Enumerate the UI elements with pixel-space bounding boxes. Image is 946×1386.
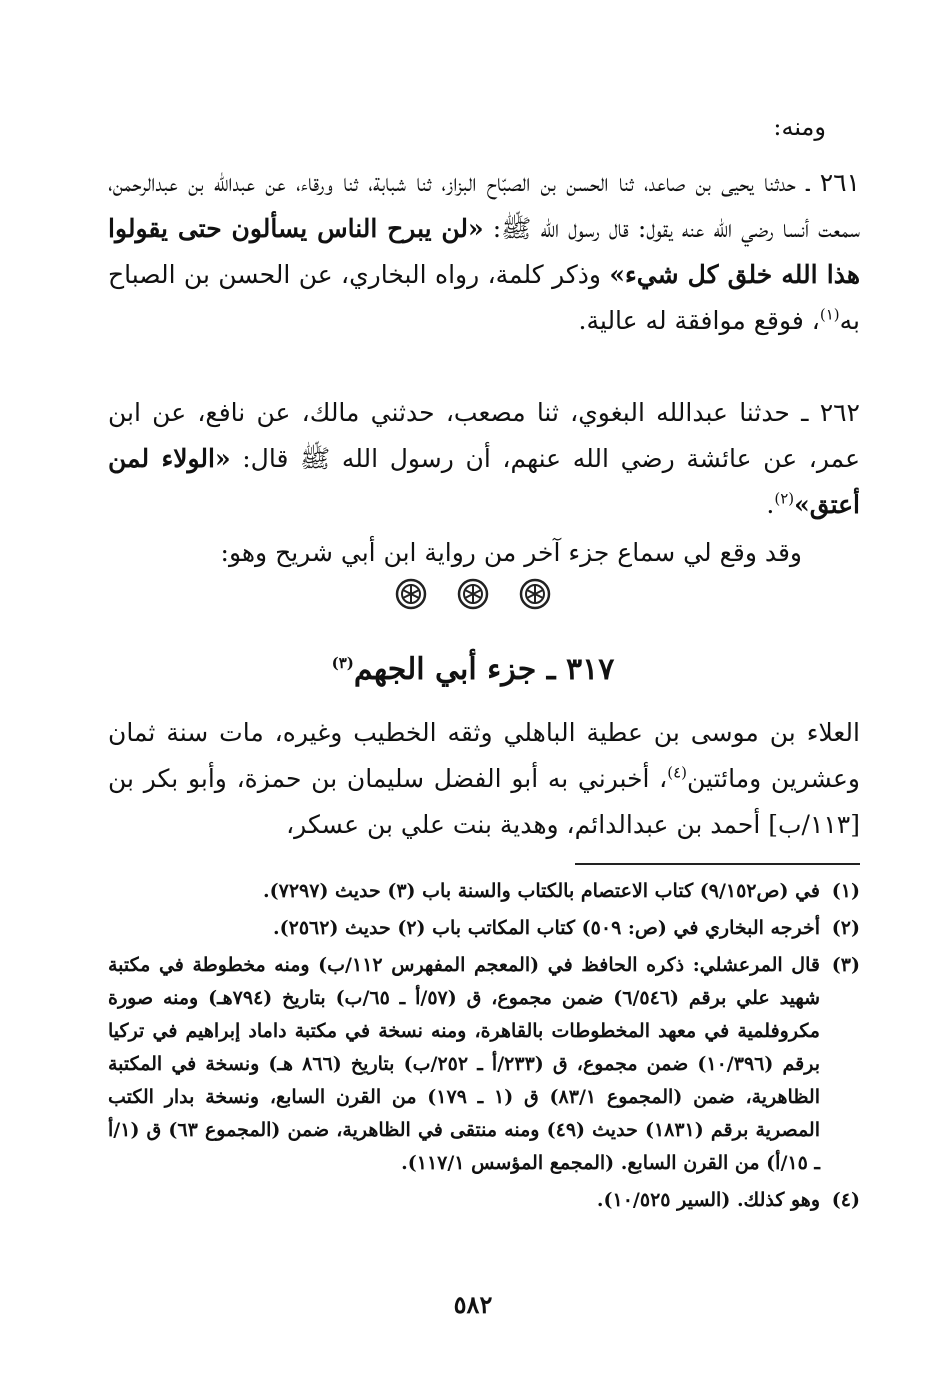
hadith-261-quote: «لن يبرح الناس يسألون حتى يقولوا هذا الله خلق كل شيء» xyxy=(108,214,860,289)
intro-line: ومنه: xyxy=(773,113,826,141)
hadith-262-quote: «الولاء لمن أعتق» xyxy=(108,444,860,519)
knot-ornament-icon xyxy=(519,578,551,610)
section-divider xyxy=(0,578,946,610)
footnote-1 xyxy=(108,875,860,908)
footnote-ref-4[interactable]: (٤) xyxy=(667,763,688,782)
footnote-2 xyxy=(108,912,860,945)
hadith-261-text-2: وذكر كلمة، رواه البخاري، عن الحسن بن الصباح به xyxy=(108,260,860,335)
hadith-261 xyxy=(108,160,860,344)
footnote-text: قال المرعشلي: ذكره الحافظ في (المعجم المفهرس ١١٢/ب) ومنه مخطوطة في مكتبة شهيد علي برقم (٦/٥٤٦) ضمن مجموع، ق (٥٧/أ ـ ٦٥/ب) بتاريخ (٧٩٤هـ) ومنه صورة مكروفلمية في معهد المخطوطات بالقاهرة، ومنه نسخة في مكتبة داماد إبراهيم في تركيا برقم (١٠/٣٩٦) ضمن مجموع، ق (٢٣٣/أ ـ ٢٥٢/ب) بتاريخ (٨٦٦ هـ) ونسخة في المكتبة الظاهرية، ضمن (المجموع ٨٣/١) ق (١ ـ ١٧٩) من القرن السابع، ونسخة بدار الكتب المصرية برقم (١٨٣١) حديث (٤٩) ومنه منتقى في الظاهرية، ضمن (المجموع ٦٣) ق (١/أ ـ ١٥/أ) من القرن السابع. (المجمع المؤسس ١١٧/١). xyxy=(108,954,821,1174)
footnote-divider xyxy=(575,863,860,865)
footnote-text: وهو كذلك. (السير ١٠/٥٢٥). xyxy=(596,1189,820,1211)
footnote-ref-2[interactable]: (٢) xyxy=(774,489,795,508)
hadith-262-end: . xyxy=(766,490,775,519)
footnote-text: في (ص٩/١٥٢) كتاب الاعتصام بالكتاب والسنة باب (٣) حديث (٧٢٩٧). xyxy=(263,880,820,902)
footnote-number: (٣) xyxy=(831,954,860,976)
section-heading-text: ٣١٧ ـ جزء أبي الجهم xyxy=(353,652,615,687)
footnote-3 xyxy=(108,949,860,1180)
footnotes xyxy=(108,875,860,1221)
footnote-number: (٤) xyxy=(831,1189,860,1211)
section-317-text-2: ، أخبرني به أبو الفضل سليمان بن حمزة، وأبو بكر بن [١١٣/ب] أحمد بن عبدالدائم، وهدية بنت علي بن عسكر، xyxy=(108,764,860,839)
footnote-ref-1[interactable]: (١) xyxy=(819,305,840,324)
knot-ornament-icon xyxy=(457,578,489,610)
footnote-4 xyxy=(108,1184,860,1217)
section-heading xyxy=(0,652,946,687)
footnote-text: أخرجه البخاري في (ص: ٥٠٩) كتاب المكاتب باب (٢) حديث (٢٥٦٢). xyxy=(273,917,820,939)
footnote-number: (٢) xyxy=(831,917,860,939)
hadith-262-text: ٢٦٢ ـ حدثنا عبدالله البغوي، ثنا مصعب، حدثني مالك، عن نافع، عن ابن عمر، عن عائشة رضي الله عنهم، أن رسول الله ﷺ قال: xyxy=(108,398,860,473)
footnote-ref-3[interactable]: (٣) xyxy=(331,654,354,672)
lead-line: وقد وقع لي سماع جزء آخر من رواية ابن أبي شريح وهو: xyxy=(220,538,802,567)
section-317-text-1: العلاء بن موسى بن عطية الباهلي وثقه الخطيب وغيره، مات سنة ثمان وعشرين ومائتين xyxy=(108,718,860,793)
hadith-261-text: ٢٦١ ـ حدثنا يحيى بن صاعد، ثنا الحسن بن الصبّاح البزاز، ثنا شبابة، ثنا ورقاء، عن عبدالله بن عبدالرحمن، سمعت أنسا رضي الله عنه يقول: قال رسول الله ﷺ: xyxy=(108,168,860,243)
section-317-text xyxy=(108,710,860,848)
page-number: ٥٨٢ xyxy=(453,1290,493,1319)
knot-ornament-icon xyxy=(395,578,427,610)
hadith-261-text-3: ، فوقع موافقة له عالية. xyxy=(578,306,820,335)
footnote-number: (١) xyxy=(831,880,860,902)
hadith-262 xyxy=(108,390,860,528)
